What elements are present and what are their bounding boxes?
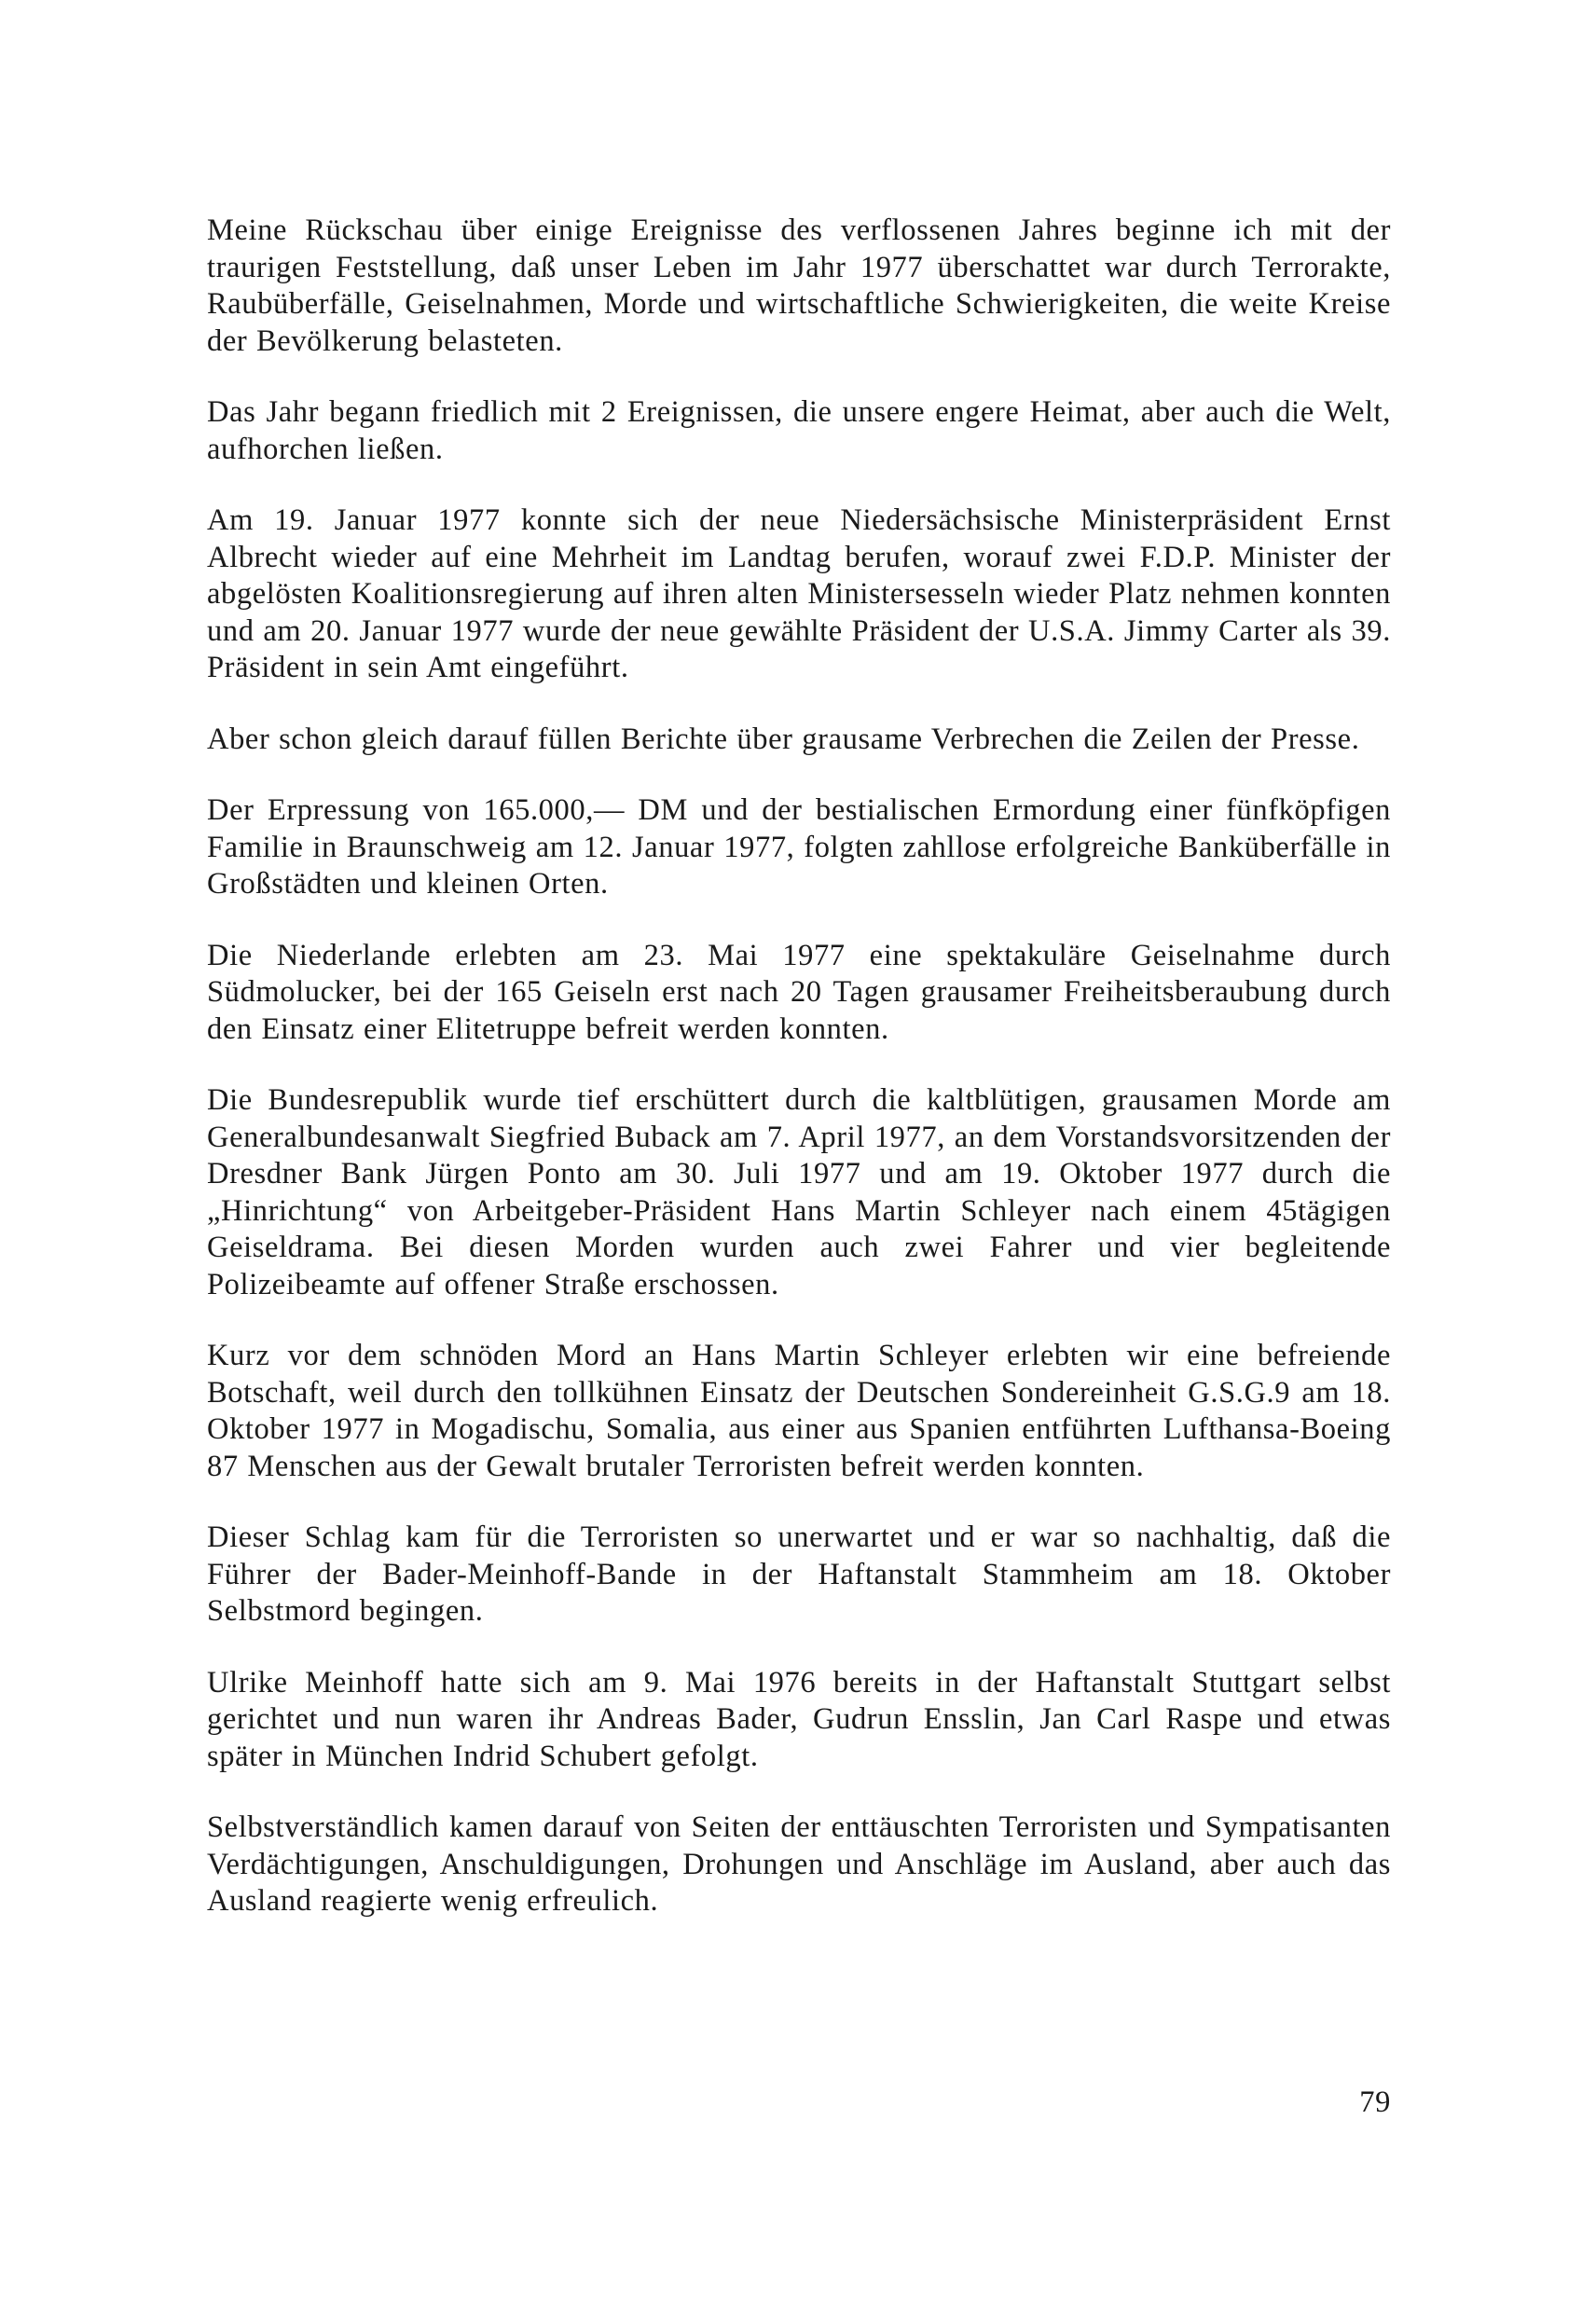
paragraph-mogadishu-rescue: Kurz vor dem schnöden Mord an Hans Martin Schleyer erlebten wir eine befreiende Botschaft, weil durch den tollkühnen Einsatz der Deutschen Sondereinheit G.S.G.9 am 18. Oktober 1977 in Mogadischu, Somalia, aus einer aus Spanien entführten Lufthansa-Boeing 87 Menschen aus der Gewalt brutaler Terroristen befreit werden konnten.	[207, 1339, 1391, 1483]
paragraph-january-events: Am 19. Januar 1977 konnte sich der neue Niedersächsische Ministerpräsident Ernst Albrecht wieder auf eine Mehrheit im Landtag berufen, worauf zwei F.D.P. Minister der abgelösten Koalitionsregierung auf ihren alten Ministersesseln wieder Platz nehmen konnten und am 20. Januar 1977 wurde der neue gewählte Präsident der U.S.A. Jimmy Carter als 39. Präsident in sein Amt eingeführt.	[207, 503, 1391, 684]
paragraph-retrospective-intro: Meine Rückschau über einige Ereignisse des verflossenen Jahres beginne ich mit der traurigen Feststellung, daß unser Leben im Jahr 1977 überschattet war durch Terrorakte, Raubüberfälle, Geiselnahmen, Morde und wirtschaftliche Schwierigkeiten, die weite Kreise der Bevölkerung belasteten.	[207, 213, 1391, 358]
paragraph-stammheim: Dieser Schlag kam für die Terroristen so unerwartet und er war so nachhaltig, daß die Führer der Bader-Meinhoff-Bande in der Haftanstalt Stammheim am 18. Oktober Selbstmord begingen.	[207, 1521, 1391, 1628]
paragraph-aftermath: Selbstverständlich kamen darauf von Seiten der enttäuschten Terroristen und Sympatisanten Verdächtigungen, Anschuldigungen, Drohungen und Anschläge im Ausland, aber auch das Ausland reagierte wenig erfreulich.	[207, 1810, 1391, 1918]
paragraph-federal-republic-murders: Die Bundesrepublik wurde tief erschüttert durch die kaltblütigen, grausamen Morde am Generalbundesanwalt Siegfried Buback am 7. April 1977, an dem Vorstandsvorsitzenden der Dresdner Bank Jürgen Ponto am 30. Juli 1977 und am 19. Oktober 1977 durch die „Hinrichtung“ von Arbeitgeber-Präsident Hans Martin Schleyer nach einem 45tägigen Geiseldrama. Bei diesen Morden wurden auch zwei Fahrer und vier begleitende Polizeibeamte auf offener Straße erschossen.	[207, 1083, 1391, 1301]
page-number: 79	[1359, 2085, 1391, 2119]
paragraph-year-began: Das Jahr begann friedlich mit 2 Ereignissen, die unsere engere Heimat, aber auch die Welt, aufhorchen ließen.	[207, 395, 1391, 466]
paragraph-netherlands-hostages: Die Niederlande erlebten am 23. Mai 1977 eine spektakuläre Geiselnahme durch Südmolucker, bei der 165 Geiseln erst nach 20 Tagen grausamer Freiheitsberaubung durch den Einsatz einer Elitetruppe befreit werden konnten.	[207, 938, 1391, 1046]
body-text	[207, 213, 1391, 1955]
paragraph-ulrike-meinhoff: Ulrike Meinhoff hatte sich am 9. Mai 1976 bereits in der Haftanstalt Stuttgart selbst gerichtet und nun waren ihr Andreas Bader, Gudrun Ensslin, Jan Carl Raspe und etwas später in München Indrid Schubert gefolgt.	[207, 1665, 1391, 1773]
paragraph-extortion-braunschweig: Der Erpressung von 165.000,— DM und der bestialischen Ermordung einer fünfköpfigen Familie in Braunschweig am 12. Januar 1977, folgten zahllose erfolgreiche Banküberfälle in Großstädten und kleinen Orten.	[207, 793, 1391, 901]
paragraph-crime-reports: Aber schon gleich darauf füllen Berichte über grausame Verbrechen die Zeilen der Presse.	[207, 722, 1360, 756]
